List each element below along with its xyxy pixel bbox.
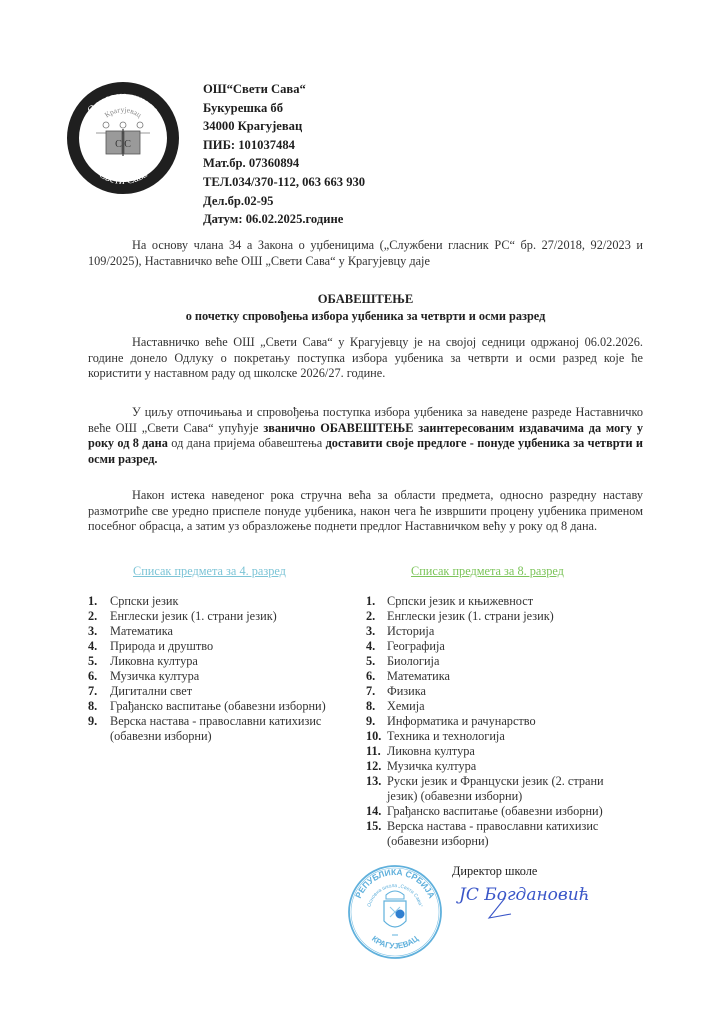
school-name: ОШ“Свети Сава“: [203, 82, 306, 96]
subject-name: Физика: [387, 684, 426, 698]
subject-list-item: [366, 654, 636, 669]
notice-title: ОБАВЕШТЕЊЕ: [317, 292, 414, 306]
logo-top-text: Основна школа: [85, 89, 162, 117]
subject-list-item: [366, 804, 636, 819]
subject-number: 13.: [366, 774, 382, 788]
school-header: [203, 80, 365, 229]
logo-book-icon: [106, 129, 140, 156]
subject-name: Верска настава - православни катихизис (обавезни изборни): [110, 714, 322, 743]
subject-number: 3.: [88, 624, 98, 638]
subject-list-item: [88, 624, 328, 639]
grade-4-heading: Списак предмета за 4. разред: [133, 564, 286, 578]
stamp-inner-text: Основна школа „Свети Сава“: [366, 882, 424, 908]
subject-name: Природа и друштво: [110, 639, 214, 653]
subject-name: Информатика и рачунарство: [387, 714, 536, 728]
school-address: Букурешка бб: [203, 100, 284, 115]
subject-name: Музичка култура: [110, 669, 200, 683]
subject-list-item: [366, 759, 636, 774]
subject-number: 1.: [366, 594, 376, 608]
subject-name: Музичка култура: [387, 759, 477, 773]
subject-number: 9.: [88, 714, 98, 728]
subject-list-item: [366, 624, 636, 639]
subject-list-item: [366, 714, 636, 729]
subject-number: 8.: [88, 699, 98, 713]
subject-name: Ликовна култура: [387, 744, 475, 758]
subject-name: Биологија: [387, 654, 440, 668]
paragraph-decision: Наставничко веће ОШ „Свети Сава“ у Крагујевцу је на својој седници одржаној 06.02.2026. године донело Одлуку о покретању поступка избора уџбеника за четврти и осми разред које ће користити у наставном раду од школске 2026/27. године.: [88, 335, 643, 380]
subject-name: Руски језик и Француски језик (2. страни језик) (обавезни изборни): [387, 774, 604, 803]
document-number: Дел.бр.02-95: [203, 193, 274, 208]
subject-list-item: [366, 729, 636, 744]
subject-name: Српски језик и књижевност: [387, 594, 534, 608]
document-date: Датум: 06.02.2025.године: [203, 212, 344, 227]
subject-name: Грађанско васпитање (обавезни изборни): [387, 804, 603, 818]
director-signature: [455, 876, 605, 926]
official-stamp: [346, 863, 444, 961]
subject-list-item: [88, 699, 328, 714]
svg-text:ЈС Богдановић: ЈС Богдановић: [459, 885, 590, 905]
subject-name: Дигитални свет: [110, 684, 193, 698]
subject-number: 10.: [366, 729, 382, 743]
paragraph-notice-text: У циљу отпочињања и спровођења поступка избора уџбеника за наведене разреде Наставничко веће ОШ „Свети Сава“ упућује: [88, 405, 643, 435]
subject-name: Верска настава - православни катихизис (обавезни изборни): [387, 819, 599, 848]
school-reg-number: Мат.бр. 07360894: [203, 156, 300, 171]
logo-middle-text: Крагујевац: [102, 105, 144, 120]
subject-list-item: [366, 699, 636, 714]
paragraph-procedure: Након истека наведеног рока стручна већа за области предмета, односно разредну наставу размотриће све уредно приспеле понуде уџбеника, након чега ће извршити процену уџбеника применом посебног обрасца, а затим уз образложење поднети предлог Наставничком већу у року од 8 дана.: [88, 488, 643, 533]
subject-name: Историја: [387, 624, 435, 638]
subject-list-item: [88, 714, 328, 744]
stamp-outer-text: РЕПУБЛИКА СРБИЈА: [353, 866, 437, 900]
subject-list-item: [366, 819, 636, 849]
subject-list-item: [366, 639, 636, 654]
subject-list-item: [366, 774, 636, 804]
subject-list-item: [366, 594, 636, 609]
subject-number: 14.: [366, 804, 382, 818]
paragraph-notice-bold: доставити своје предлоге - понуде уџбеника за четврти и осми разред.: [88, 436, 643, 466]
paragraph-notice-text: од дана пријема обавештења: [167, 436, 326, 450]
subject-number: 2.: [88, 609, 98, 623]
subject-name: Математика: [387, 669, 450, 683]
subject-number: 5.: [366, 654, 376, 668]
stamp-bottom-text: КРАГУЈЕВАЦ: [369, 934, 421, 951]
subject-list-item: [88, 609, 328, 624]
subject-number: 2.: [366, 609, 376, 623]
subject-number: 8.: [366, 699, 376, 713]
subject-number: 4.: [366, 639, 376, 653]
coat-of-arms-icon: [384, 891, 406, 935]
grade-8-subject-list: [366, 594, 636, 849]
subject-list-item: [366, 669, 636, 684]
subject-number: 6.: [88, 669, 98, 683]
school-logo: [66, 81, 180, 195]
subject-list-item: [366, 744, 636, 759]
subject-name: Хемија: [387, 699, 425, 713]
subject-name: Енглески језик (1. страни језик): [110, 609, 277, 623]
svg-text:С С: С С: [115, 139, 131, 150]
notice-subtitle: о почетку спровођења избора уџбеника за четврти и осми разред: [185, 309, 546, 323]
subject-name: Географија: [387, 639, 445, 653]
grade-4-subject-list: [88, 594, 328, 744]
subject-number: 11.: [366, 744, 381, 758]
paragraph-notice: [88, 405, 643, 467]
subject-list-item: [366, 684, 636, 699]
subject-list-item: [88, 654, 328, 669]
intro-paragraph: На основу члана 34 а Закона о уџбеницима („Службени гласник РС“ бр. 27/2018, 92/2023 и 109/2025), Наставничко веће ОШ „Свети Сава“ у Крагујевцу даје: [88, 238, 643, 268]
subject-number: 9.: [366, 714, 376, 728]
subject-list-item: [88, 684, 328, 699]
school-city: 34000 Крагујевац: [203, 119, 303, 134]
subject-number: 7.: [88, 684, 98, 698]
school-tax-id: ПИБ: 101037484: [203, 137, 295, 152]
paragraph-notice-bold: званично ОБАВЕШТЕЊЕ заинтересованим издавачима да могу у року од 8 дана: [88, 420, 643, 450]
subject-name: Грађанско васпитање (обавезни изборни): [110, 699, 326, 713]
subject-list-item: [88, 594, 328, 609]
school-phone: ТЕЛ.034/370-112, 063 663 930: [203, 174, 366, 189]
director-title: Директор школе: [452, 864, 538, 878]
logo-bottom-text: Свети Сава: [96, 168, 150, 188]
subject-number: 5.: [88, 654, 98, 668]
subject-name: Математика: [110, 624, 173, 638]
subject-number: 7.: [366, 684, 376, 698]
subject-list-item: [88, 669, 328, 684]
subject-name: Српски језик: [110, 594, 179, 608]
subject-number: 6.: [366, 669, 376, 683]
subject-number: 15.: [366, 819, 382, 833]
subject-list-item: [88, 639, 328, 654]
subject-number: 3.: [366, 624, 376, 638]
subject-list-item: [366, 609, 636, 624]
subject-number: 12.: [366, 759, 382, 773]
subject-name: Енглески језик (1. страни језик): [387, 609, 554, 623]
subject-number: 4.: [88, 639, 98, 653]
subject-number: 1.: [88, 594, 98, 608]
subject-name: Техника и технологија: [387, 729, 505, 743]
subject-name: Ликовна култура: [110, 654, 198, 668]
grade-8-heading: Списак предмета за 8. разред: [411, 564, 564, 578]
